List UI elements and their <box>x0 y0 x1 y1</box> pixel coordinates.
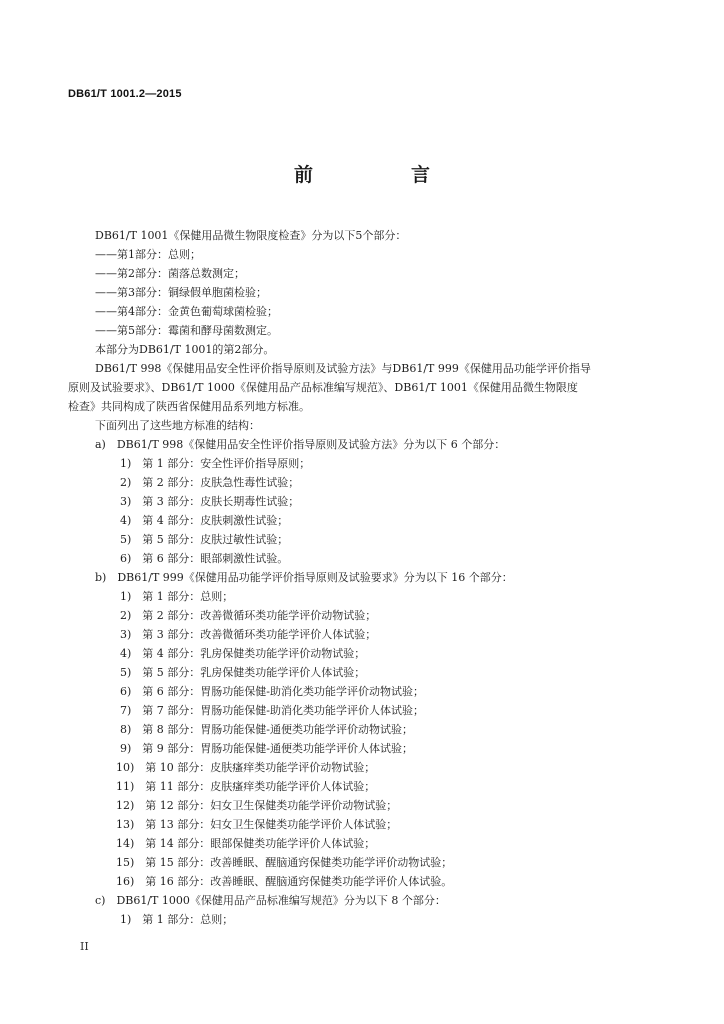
page-number: II <box>80 940 89 953</box>
text-line: b) DB61/T 999《保健用品功能学评价指导原则及试验要求》分为以下 16 个部分： <box>95 571 513 584</box>
text-line: ——第4部分：金黄色葡萄球菌检验； <box>95 305 278 318</box>
text-line: 2) 第 2 部分：改善微循环类功能学评价动物试验； <box>120 609 377 622</box>
text-line: ——第3部分：铜绿假单胞菌检验； <box>95 286 267 299</box>
text-line: 10) 第 10 部分：皮肤瘙痒类功能学评价动物试验； <box>116 761 376 774</box>
text-line: 11) 第 11 部分：皮肤瘙痒类功能学评价人体试验； <box>116 780 376 793</box>
text-line: DB61/T 998《保健用品安全性评价指导原则及试验方法》与DB61/T 999《保健用品功能学评价指导 <box>95 362 591 375</box>
text-line: 1) 第 1 部分：总则； <box>120 590 234 603</box>
text-line: 1) 第 1 部分：总则； <box>120 913 234 926</box>
text-line: 6) 第 6 部分：胃肠功能保健-助消化类功能学评价动物试验； <box>120 685 424 698</box>
text-line: DB61/T 1001《保健用品微生物限度检查》分为以下5个部分： <box>95 229 407 242</box>
text-line: a) DB61/T 998《保健用品安全性评价指导原则及试验方法》分为以下 6 个部分： <box>95 438 506 451</box>
text-line: 7) 第 7 部分：胃肠功能保健-助消化类功能学评价人体试验； <box>120 704 424 717</box>
text-line: 14) 第 14 部分：眼部保健类功能学评价人体试验； <box>116 837 376 850</box>
text-line: 15) 第 15 部分：改善睡眠、醒脑通窍保健类功能学评价动物试验； <box>116 856 453 869</box>
text-line: 5) 第 5 部分：皮肤过敏性试验； <box>120 533 289 546</box>
text-line: 5) 第 5 部分：乳房保健类功能学评价人体试验； <box>120 666 366 679</box>
text-line: 8) 第 8 部分：胃肠功能保健-通便类功能学评价动物试验； <box>120 723 413 736</box>
page-title: 前 言 <box>293 164 450 186</box>
text-line: 3) 第 3 部分：皮肤长期毒性试验； <box>120 495 300 508</box>
text-line: 检查》共同构成了陕西省保健用品系列地方标准。 <box>68 400 310 413</box>
text-line: 12) 第 12 部分：妇女卫生保健类功能学评价动物试验； <box>116 799 398 812</box>
text-line: 13) 第 13 部分：妇女卫生保健类功能学评价人体试验； <box>116 818 398 831</box>
standard-code: DB61/T 1001.2—2015 <box>68 88 182 100</box>
text-line: 原则及试验要求》、DB61/T 1000《保健用品产品标准编写规范》、DB61/T 1001《保健用品微生物限度 <box>68 381 578 394</box>
text-line: 2) 第 2 部分：皮肤急性毒性试验； <box>120 476 300 489</box>
text-line: 3) 第 3 部分：改善微循环类功能学评价人体试验； <box>120 628 377 641</box>
text-line: c) DB61/T 1000《保健用品产品标准编写规范》分为以下 8 个部分： <box>95 894 446 907</box>
text-line: 下面列出了这些地方标准的结构： <box>95 419 260 432</box>
text-line: ——第2部分：菌落总数测定； <box>95 267 245 280</box>
text-line: 本部分为DB61/T 1001的第2部分。 <box>95 343 275 356</box>
text-line: 6) 第 6 部分：眼部刺激性试验。 <box>120 552 289 565</box>
text-line: 9) 第 9 部分：胃肠功能保健-通便类功能学评价人体试验； <box>120 742 413 755</box>
text-line: ——第5部分：霉菌和酵母菌数测定。 <box>95 324 278 337</box>
text-line: ——第1部分：总则； <box>95 248 201 261</box>
text-line: 4) 第 4 部分：乳房保健类功能学评价动物试验； <box>120 647 366 660</box>
text-line: 4) 第 4 部分：皮肤刺激性试验； <box>120 514 289 527</box>
text-line: 1) 第 1 部分：安全性评价指导原则； <box>120 457 311 470</box>
text-line: 16) 第 16 部分：改善睡眠、醒脑通窍保健类功能学评价人体试验。 <box>116 875 453 888</box>
